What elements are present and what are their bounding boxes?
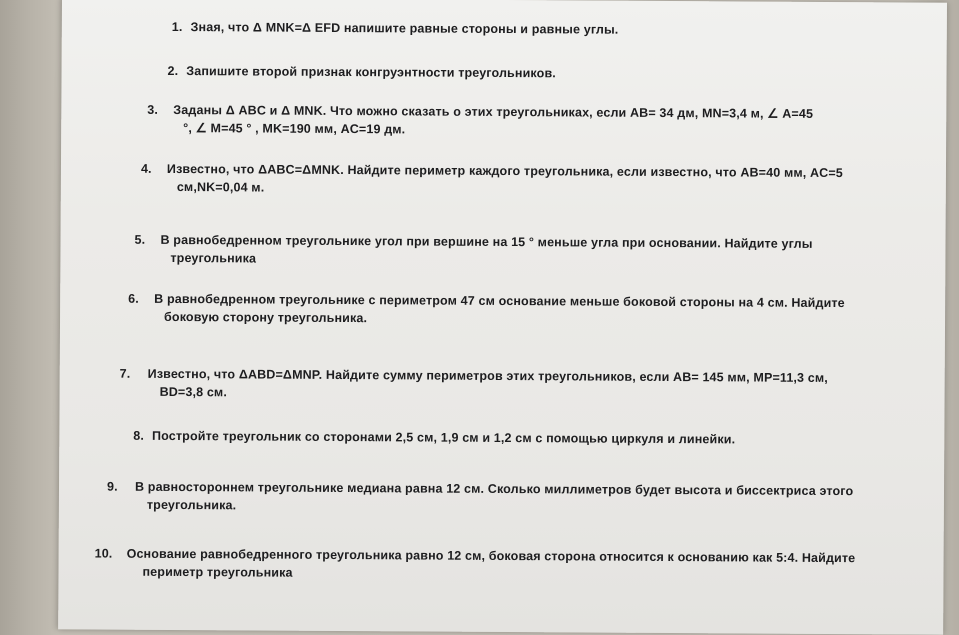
worksheet-page: [58, 0, 947, 635]
question-text: Известно, что ΔABD=ΔMNP. Найдите сумму периметров этих треугольников, если AB= 145 мм, MP=11,3 см, BD=3,8 см.: [148, 367, 828, 399]
question-5: [152, 231, 870, 271]
question-text: Заданы Δ ABC и Δ MNK. Что можно сказать о этих треугольниках, если AB= 34 дм, MN=3,4 м, ∠ A=45 °, ∠ M=45 ° , MK=190 мм, AC=19 дм.: [173, 103, 813, 136]
question-text: Запишите второй признак конгруэнтности треугольников.: [186, 64, 556, 80]
question-number: 2.: [168, 62, 179, 80]
question-text: Известно, что ΔABC=ΔMNK. Найдите периметр каждого треугольника, если известно, что AB=40 мм, AC=5 см,NK=0,04 м.: [167, 162, 843, 195]
question-10: [118, 545, 902, 586]
question-text: Постройте треугольник со сторонами 2,5 см, 1,9 см и 1,2 см с помощью циркуля и линейки.: [152, 429, 735, 447]
question-2: [168, 62, 688, 83]
question-text: Основание равнобедренного треугольника равно 12 см, боковая сторона относится к основанию как 5:4. Найдите периметр треугольника: [127, 547, 856, 580]
question-9: [127, 478, 877, 519]
question-4: [159, 160, 857, 200]
question-6: [146, 290, 864, 330]
question-7: [140, 365, 860, 405]
question-number: 8.: [133, 427, 144, 445]
question-text: В равнобедренном треугольнике с периметром 47 см основание меньше боковой стороны на 4 см. Найдите боковую сторону треугольника.: [154, 292, 845, 325]
question-1: [172, 18, 692, 39]
question-text: В равнобедренном треугольнике угол при вершине на 15 ° меньше угла при основании. Найдите углы треугольника: [160, 233, 812, 266]
question-8: [133, 427, 853, 449]
question-text: Зная, что Δ MNK=Δ EFD напишите равные стороны и равные углы.: [191, 20, 619, 37]
question-3: [165, 101, 823, 141]
question-text: В равностороннем треугольнике медиана равна 12 см. Сколько миллиметров будет высота и биссектриса этого треугольника.: [135, 480, 853, 513]
question-number: 1.: [172, 18, 183, 36]
